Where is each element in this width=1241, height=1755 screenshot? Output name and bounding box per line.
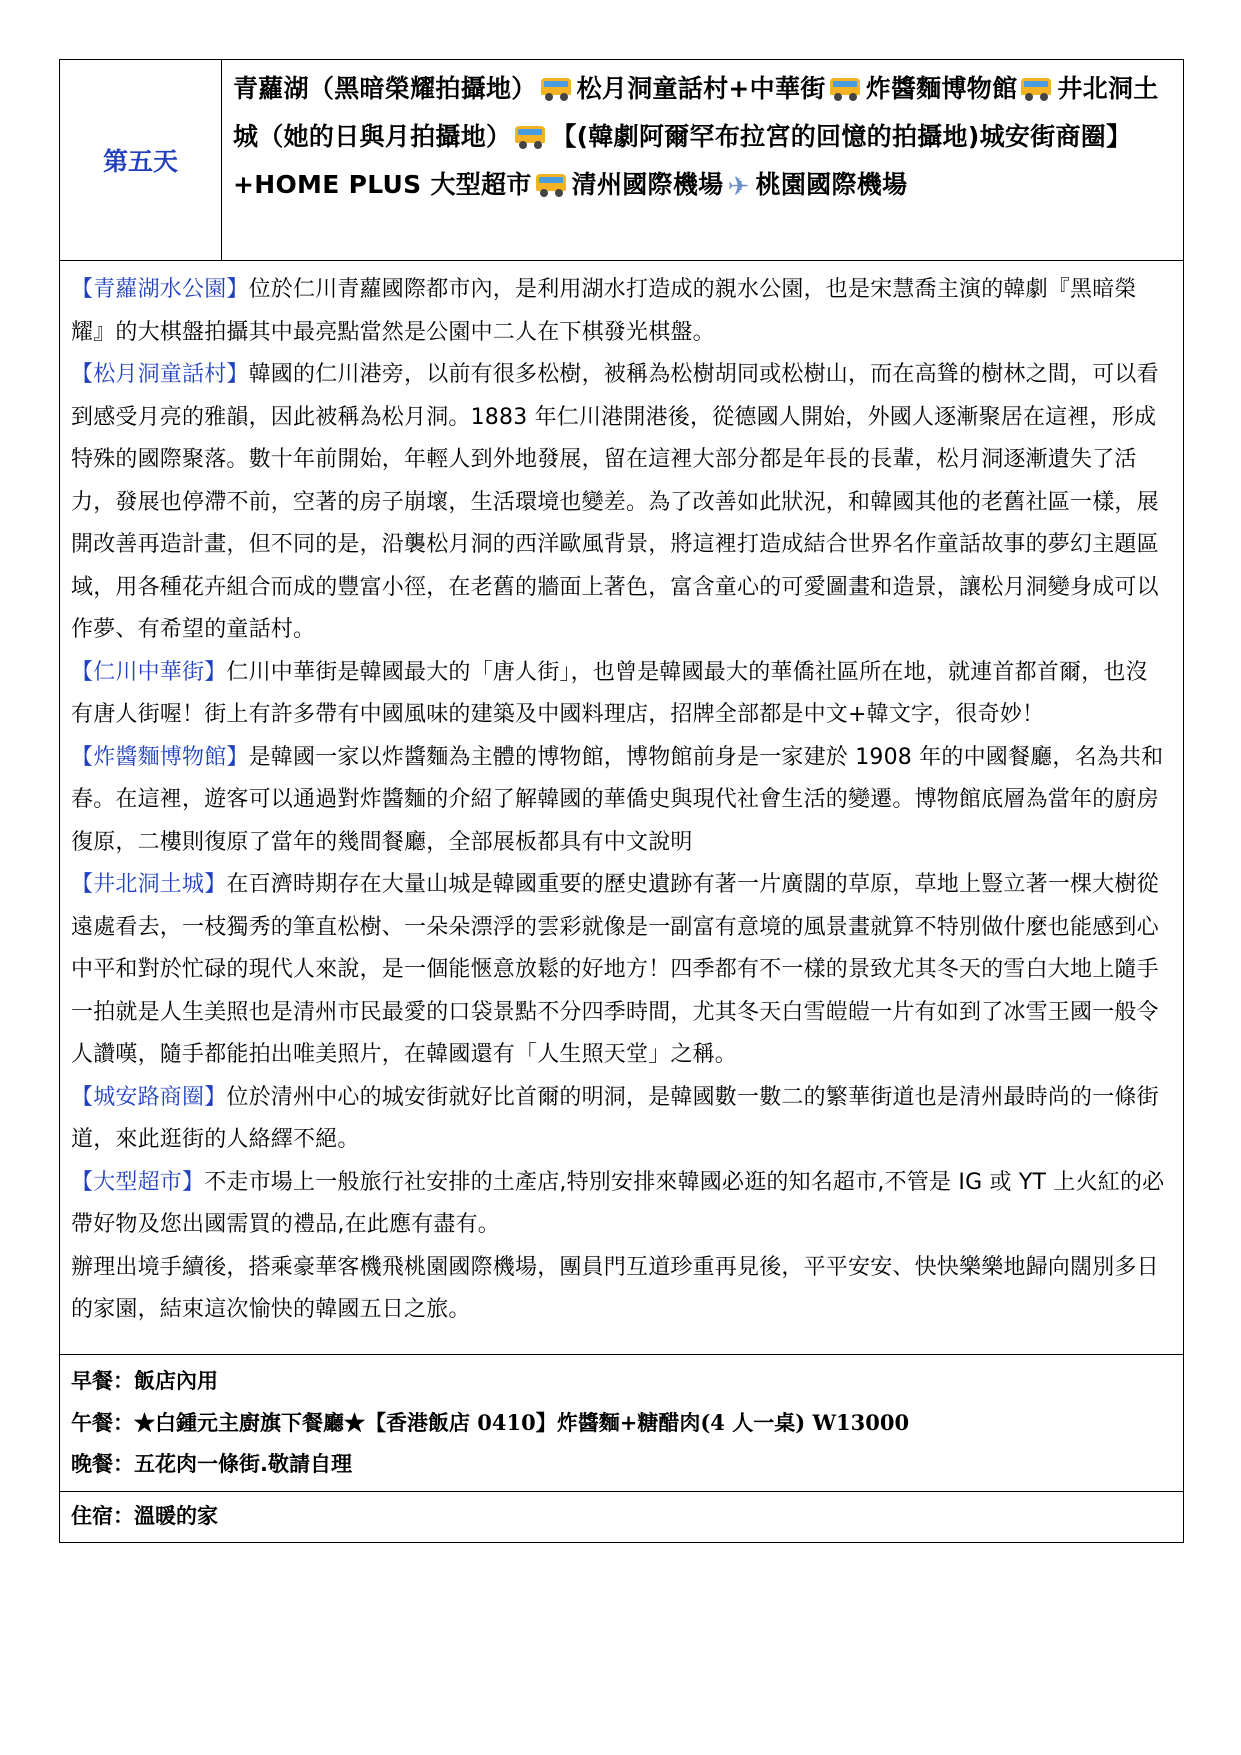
route-stop: 青蘿湖（黑暗榮耀拍攝地） [233, 74, 537, 103]
bus-icon [541, 78, 571, 100]
bus-icon [1021, 78, 1051, 100]
section-text: 位於仁川青蘿國際都市內，是利用湖水打造成的親水公園，也是宋慧喬主演的韓劇『黑暗榮耀』的大棋盤拍攝其中最亮點當然是公園中二人在下棋發光棋盤。 [71, 277, 1137, 345]
itinerary-table [59, 59, 1184, 1543]
lunch-line [71, 1402, 1172, 1444]
day-header-row [60, 60, 1183, 261]
stay-value: 溫暖的家 [134, 1503, 218, 1528]
bus-icon [830, 78, 860, 100]
section-paragraph [71, 354, 1169, 652]
section-paragraph [71, 652, 1169, 737]
route-stop: 井北洞土城（她的日與月拍攝地） [233, 74, 1159, 151]
section-text: 韓國的仁川港旁，以前有很多松樹，被稱為松樹胡同或松樹山，而在高聳的樹林之間，可以看到感受月亮的雅韻，因此被稱為松月洞。1883 年仁川港開港後，從德國人開始，外國人逐漸聚居在這裡，形成特殊的國際聚落。數十年前開始，年輕人到外地發展，留在這裡大部分都是年長的長輩，松月洞逐漸遺失了活力，發展也停滯不前，空著的房子崩壞，生活環境也變差。為了改善如此狀況，和韓國其他的老舊社區一樣，展開改善再造計畫，但不同的是，沿襲松月洞的西洋歐風背景，將這裡打造成結合世界名作童話故事的夢幻主題區域，用各種花卉組合而成的豐富小徑，在老舊的牆面上著色，富含童心的可愛圖畫和造景，讓松月洞變身成可以作夢、有希望的童話村。 [71, 362, 1159, 642]
section-paragraph [71, 1162, 1169, 1247]
section-tag: 【青蘿湖水公園】 [71, 277, 249, 302]
stay-label: 住宿： [71, 1503, 134, 1528]
section-tag: 【松月洞童話村】 [71, 362, 249, 387]
section-text: 仁川中華街是韓國最大的「唐人街」，也曾是韓國最大的華僑社區所在地，就連首都首爾，也沒有唐人街喔！街上有許多帶有中國風味的建築及中國料理店，招牌全部都是中文+韓文字，很奇妙！ [71, 659, 1148, 727]
dinner-label: 晚餐： [71, 1451, 134, 1476]
lunch-value: ★白鍾元主廚旗下餐廳★【香港飯店 0410】炸醬麵+糖醋肉(4 人一桌) W13000 [134, 1409, 910, 1435]
lunch-label: 午餐： [71, 1410, 134, 1435]
section-text: 在百濟時期存在大量山城是韓國重要的歷史遺跡有著一片廣闊的草原，草地上豎立著一棵大樹從遠處看去，一枝獨秀的筆直松樹、一朵朵漂浮的雲彩就像是一副富有意境的風景畫就算不特別做什麼也能感到心中平和對於忙碌的現代人來說，是一個能愜意放鬆的好地方！四季都有不一樣的景致尤其冬天的雪白大地上隨手一拍就是人生美照也是清州市民最愛的口袋景點不分四季時間，尤其冬天白雪皚皚一片有如到了冰雪王國一般令人讚嘆，隨手都能拍出唯美照片，在韓國還有「人生照天堂」之稱。 [71, 872, 1159, 1067]
dinner-value: 五花肉一條街.敬請自理 [134, 1451, 352, 1476]
route-stop: 【(韓劇阿爾罕布拉宮的回憶的拍攝地)城安街商圈】+HOME PLUS 大型超市 [233, 122, 1132, 199]
breakfast-line [71, 1361, 1172, 1402]
route-summary [222, 60, 1183, 260]
route-stop: 炸醬麵博物館 [865, 74, 1018, 103]
section-paragraph [71, 1077, 1169, 1162]
breakfast-value: 飯店內用 [134, 1368, 218, 1393]
dinner-line [71, 1444, 1172, 1485]
section-text: 不走市場上一般旅行社安排的土產店,特別安排來韓國必逛的知名超市,不管是 IG 或 YT 上火紅的必帶好物及您出國需買的禮品,在此應有盡有。 [71, 1169, 1165, 1237]
bus-icon [515, 126, 545, 148]
route-stop: 清州國際機場 [571, 170, 724, 199]
section-paragraph [71, 864, 1169, 1077]
section-text: 是韓國一家以炸醬麵為主體的博物館，博物館前身是一家建於 1908 年的中國餐廳，名為共和春。在這裡，遊客可以通過對炸醬麵的介紹了解韓國的華僑史與現代社會生活的變遷。博物館底層為當年的廚房復原，二樓則復原了當年的幾間餐廳，全部展板都具有中文說明 [71, 744, 1164, 855]
route-stop: 桃園國際機場 [755, 170, 908, 199]
day-description [60, 261, 1183, 1355]
section-tag: 【仁川中華街】 [71, 659, 227, 685]
section-tag: 【城安路商圈】 [71, 1084, 227, 1110]
day-label: 第五天 [60, 60, 222, 260]
closing-text: 辦理出境手續後，搭乘豪華客機飛桃園國際機場，團員門互道珍重再見後，平平安安、快快樂樂地歸向闊別多日的家園，結束這次愉快的韓國五日之旅。 [71, 1254, 1159, 1322]
route-stop: 松月洞童話村+中華街 [576, 74, 826, 103]
meals-block [60, 1355, 1183, 1492]
closing-paragraph [71, 1247, 1169, 1332]
section-tag: 【大型超市】 [71, 1169, 205, 1195]
accommodation-row [60, 1492, 1183, 1542]
section-paragraph [71, 737, 1169, 865]
bus-icon [536, 174, 566, 196]
section-paragraph [71, 269, 1169, 354]
section-tag: 【炸醬麵博物館】 [71, 744, 249, 770]
breakfast-label: 早餐： [71, 1368, 134, 1393]
section-text: 位於清州中心的城安街就好比首爾的明洞，是韓國數一數二的繁華街道也是清州最時尚的一條街道，來此逛街的人絡繹不絕。 [71, 1084, 1159, 1152]
section-tag: 【井北洞土城】 [71, 872, 227, 897]
airplane-icon: ✈ [727, 172, 750, 202]
